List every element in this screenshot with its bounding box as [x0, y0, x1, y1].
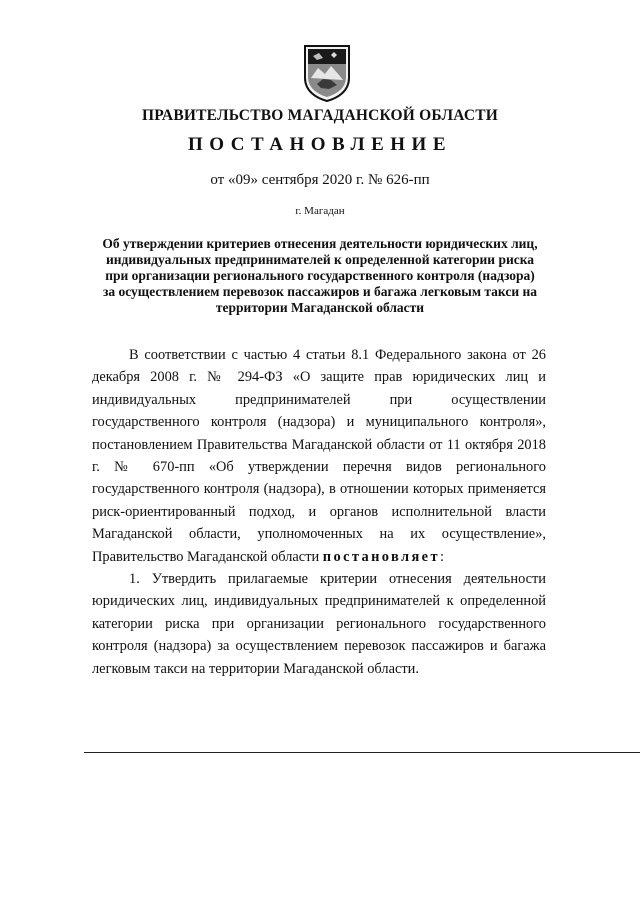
page-divider-line — [84, 752, 640, 753]
decree-title: Об утверждении критериев отнесения деятельности юридических лиц, индивидуальных предпринимателей к определенной категории риска при организации регионального государственного контроля (надзора) за осуществлением перевозок пассажиров и багажа легковым такси на территории Магаданской области — [102, 236, 538, 315]
preamble-text: В соответствии с частью 4 статьи 8.1 Федерального закона от 26 декабря 2008 г. № 294-ФЗ «О защите прав юридических лиц и индивидуальных предпринимателей при осуществлении государственного контроля (надзора) и муниципального контроля», постановлением Правительства Магаданской области от 11 октября 2018 г. № 670-пп «Об утверждении перечня видов регионального государственного контроля (надзора), в отношении которых применяется риск-ориентированный подход, и органов исполнительной власти Магаданской области, уполномоченных на их осуществление», Правительство Магаданской области — [92, 347, 546, 565]
document-type: ПОСТАНОВЛЕНИЕ — [187, 134, 453, 155]
coat-of-arms-icon — [303, 44, 351, 102]
decree-body — [92, 344, 546, 680]
decree-date-number: от «09» сентября 2020 г. № 626-пп — [210, 172, 430, 188]
issue-city: г. Магадан — [295, 205, 345, 217]
item-1-paragraph: 1. Утвердить прилагаемые критерии отнесения деятельности юридических лиц, индивидуальных предпринимателей к определенной категории риска при организации регионального государственного контроля (надзора) за осуществлением перевозок пассажиров и багажа легковым такси на территории Магаданской области. — [92, 571, 546, 677]
resolves-colon: : — [439, 548, 444, 565]
preamble-paragraph — [92, 344, 546, 568]
government-name: ПРАВИТЕЛЬСТВО МАГАДАНСКОЙ ОБЛАСТИ — [141, 107, 499, 124]
resolves-word: постановляет — [322, 548, 440, 565]
